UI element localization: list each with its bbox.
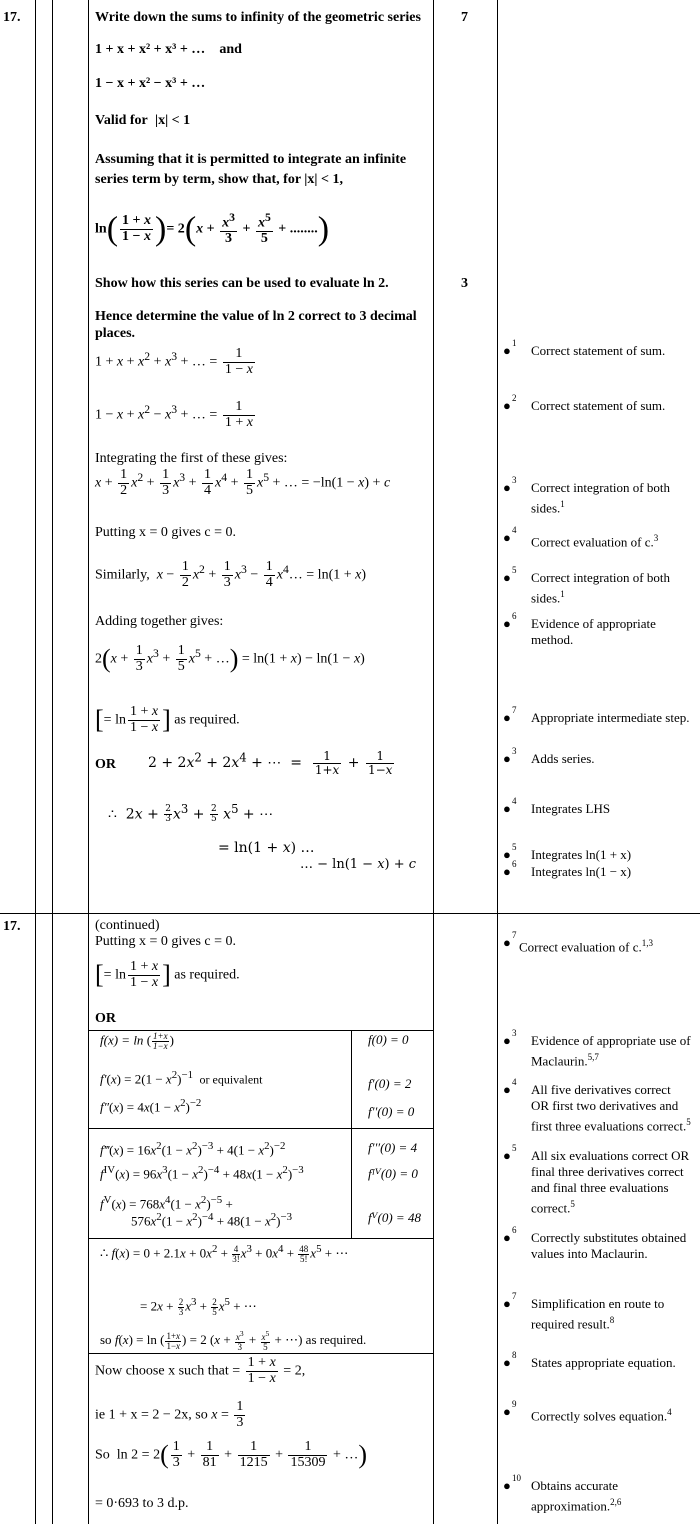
continued-label: (continued) (95, 918, 160, 933)
derivative-f5a: $f^V(x) = 768x^4(1 - x^2)^{-5}$ + (100, 1194, 233, 1212)
putting-text: Putting x = 0 gives c = 0. (95, 525, 237, 540)
ln2-series: So ln 2 = 2( $\frac{1}{3}$ + $\frac{1}{81}$ + $\frac{1}{1215}$ + $\frac{1}{15309}$ + …) (95, 1439, 368, 1470)
column-divider-4 (433, 0, 434, 1524)
derivative-f: f(x) = ln ( $\frac{1+x}{1-x}$ ) (100, 1031, 174, 1051)
column-divider-1 (35, 0, 36, 1524)
alt-series-sum: $2 + 2x^2 + 2x^4$ + ⋯ = $\frac{1}{1+x}$ + $\frac{1}{1-x}$ (148, 749, 393, 777)
assuming-text: Assuming that it is permitted to integrate an infinite series term by term, show that, for |x| < 1, (95, 152, 407, 187)
eval-f2: f′′(0) = 0 (368, 1104, 415, 1119)
final-result: = 0·693 to 3 d.p. (95, 1496, 189, 1511)
column-divider-3 (88, 0, 89, 1524)
table-rule (88, 1353, 433, 1354)
valid-for: Valid for |x| < 1 (95, 113, 191, 128)
simplified-series: = 2x + $\frac{2}{3}$ $x^3$ + $\frac{2}{5}$ $x^5$ + ⋯ (140, 1296, 257, 1317)
column-divider-2 (52, 0, 53, 1524)
derivative-f4: $f^{IV}(x) = 96x^3(1 - x^2)^{-4} + 48x(1 - x^2)^{-3}$ (100, 1164, 304, 1182)
table-rule (88, 1030, 433, 1031)
show-how-text: Show how this series can be used to evaluate ln 2. (95, 276, 389, 291)
so-f-equals: so f(x) = ln ( $\frac{1+x}{1-x}$ ) = 2 (x + $\frac{x^3}{3}$ + $\frac{x^5}{5}$ + ⋯) as required. (100, 1329, 367, 1352)
or-label: OR (95, 757, 116, 772)
ln-ratio-result: [= ln $\frac{1 + x}{1 - x}$ ] as required. (95, 959, 240, 990)
alt-ln-plus: = ln(1 + x) … (218, 840, 315, 856)
marks-part: 3 (461, 276, 468, 291)
column-divider-5 (497, 0, 498, 1524)
alt-integrated: ∴ 2x + $\frac{2}{3}$ $x^3$ + $\frac{2}{5}$ $x^5$ + ⋯ (108, 802, 274, 825)
series-2: 1 − x + x² − x³ + … (95, 76, 206, 91)
eval-f0: f(0) = 0 (368, 1032, 409, 1047)
eval-f3: f′′′(0) = 4 (368, 1140, 418, 1155)
sum-2: $1 - x + x^2 - x^3$ + … = $\frac{1}{1 + x}$ (95, 399, 253, 430)
write-down-text: Write down the sums to infinity of the geometric series (95, 10, 421, 25)
table-rule (88, 1238, 433, 1239)
series-1: 1 + x + x² + x³ + … and (95, 42, 242, 57)
added-series: 2(x + $\frac{1}{3}$ $x^3$ + $\frac{1}{5}$ $x^5$ + …) = ln(1 + x) − ln(1 − x) (95, 643, 365, 674)
or-label: OR (95, 1011, 116, 1026)
table-col-divider (351, 1030, 352, 1238)
ln-ratio-result: [= ln $\frac{1 + x}{1 - x}$ ] as required. (95, 704, 240, 735)
alt-ln-minus: … − ln(1 − x) + c (300, 857, 417, 872)
eval-f5: fⱽ(0) = 48 (368, 1210, 421, 1225)
derivative-f2: $f''(x) = 4x(1 - x^2)^{-2}$ (100, 1097, 202, 1115)
hence-text: Hence determine the value of ln 2 correct to 3 decimal places. (95, 309, 417, 341)
similarly-line: Similarly, x − $\frac{1}{2}$ $x^2$ + $\frac{1}{3}$ $x^3$ − $\frac{1}{4}$ $x^4\dots = \ln(1 + x)$ (95, 559, 367, 590)
sum-1: $1 + x + x^2 + x^3$ + … = $\frac{1}{1 - x}$ (95, 346, 253, 377)
integrated-series-1: x + $\frac{1}{2}$ $x^2$ + $\frac{1}{3}$ $x^3$ + $\frac{1}{4}$ $x^4$ + $\frac{1}{5}$ $x^5$ + … = −ln(1 − x) + c (95, 467, 391, 498)
row-divider (0, 913, 700, 914)
eval-f4: fᴵⱽ(0) = 0 (368, 1166, 418, 1181)
question-number: 17. (3, 919, 21, 934)
maclaurin-series: ∴ $f(x) = 0 + 2.1x + 0x^2$ + $\frac{4}{3!}$ $x^3 + 0x^4$ + $\frac{48}{5!}$ $x^5$ + ⋯ (100, 1243, 349, 1264)
solve-line: ie 1 + x = 2 − 2x, so x = $\frac{1}{3}$ (95, 1399, 244, 1430)
ln-series-formula: ln( $\frac{1 + x}{1 - x}$ )= 2(x + $\frac{x^3}{3}$ + $\frac{x^5}{5}$ + ........) (95, 210, 330, 248)
eval-f1: f′(0) = 2 (368, 1076, 412, 1091)
integrating-text: Integrating the first of these gives: (95, 451, 288, 466)
now-choose-line: Now choose x such that = $\frac{1 + x}{1 - x}$ = 2, (95, 1355, 306, 1386)
derivative-f5b: $576x^2(1 - x^2)^{-4} + 48(1 - x^2)^{-3}$ (131, 1211, 293, 1229)
table-rule (88, 1128, 433, 1129)
derivative-f3: f‴(x) = $16x^2(1 - x^2)^{-3} + 4(1 - x^2)^{-2}$ (100, 1140, 286, 1158)
derivative-f1: $f'(x) = 2(1 - x^2)^{-1}$ or equivalent (100, 1069, 263, 1087)
question-number: 17. (3, 10, 21, 25)
putting-text: Putting x = 0 gives c = 0. (95, 934, 237, 949)
marks-total: 7 (461, 10, 468, 25)
adding-text: Adding together gives: (95, 614, 224, 629)
